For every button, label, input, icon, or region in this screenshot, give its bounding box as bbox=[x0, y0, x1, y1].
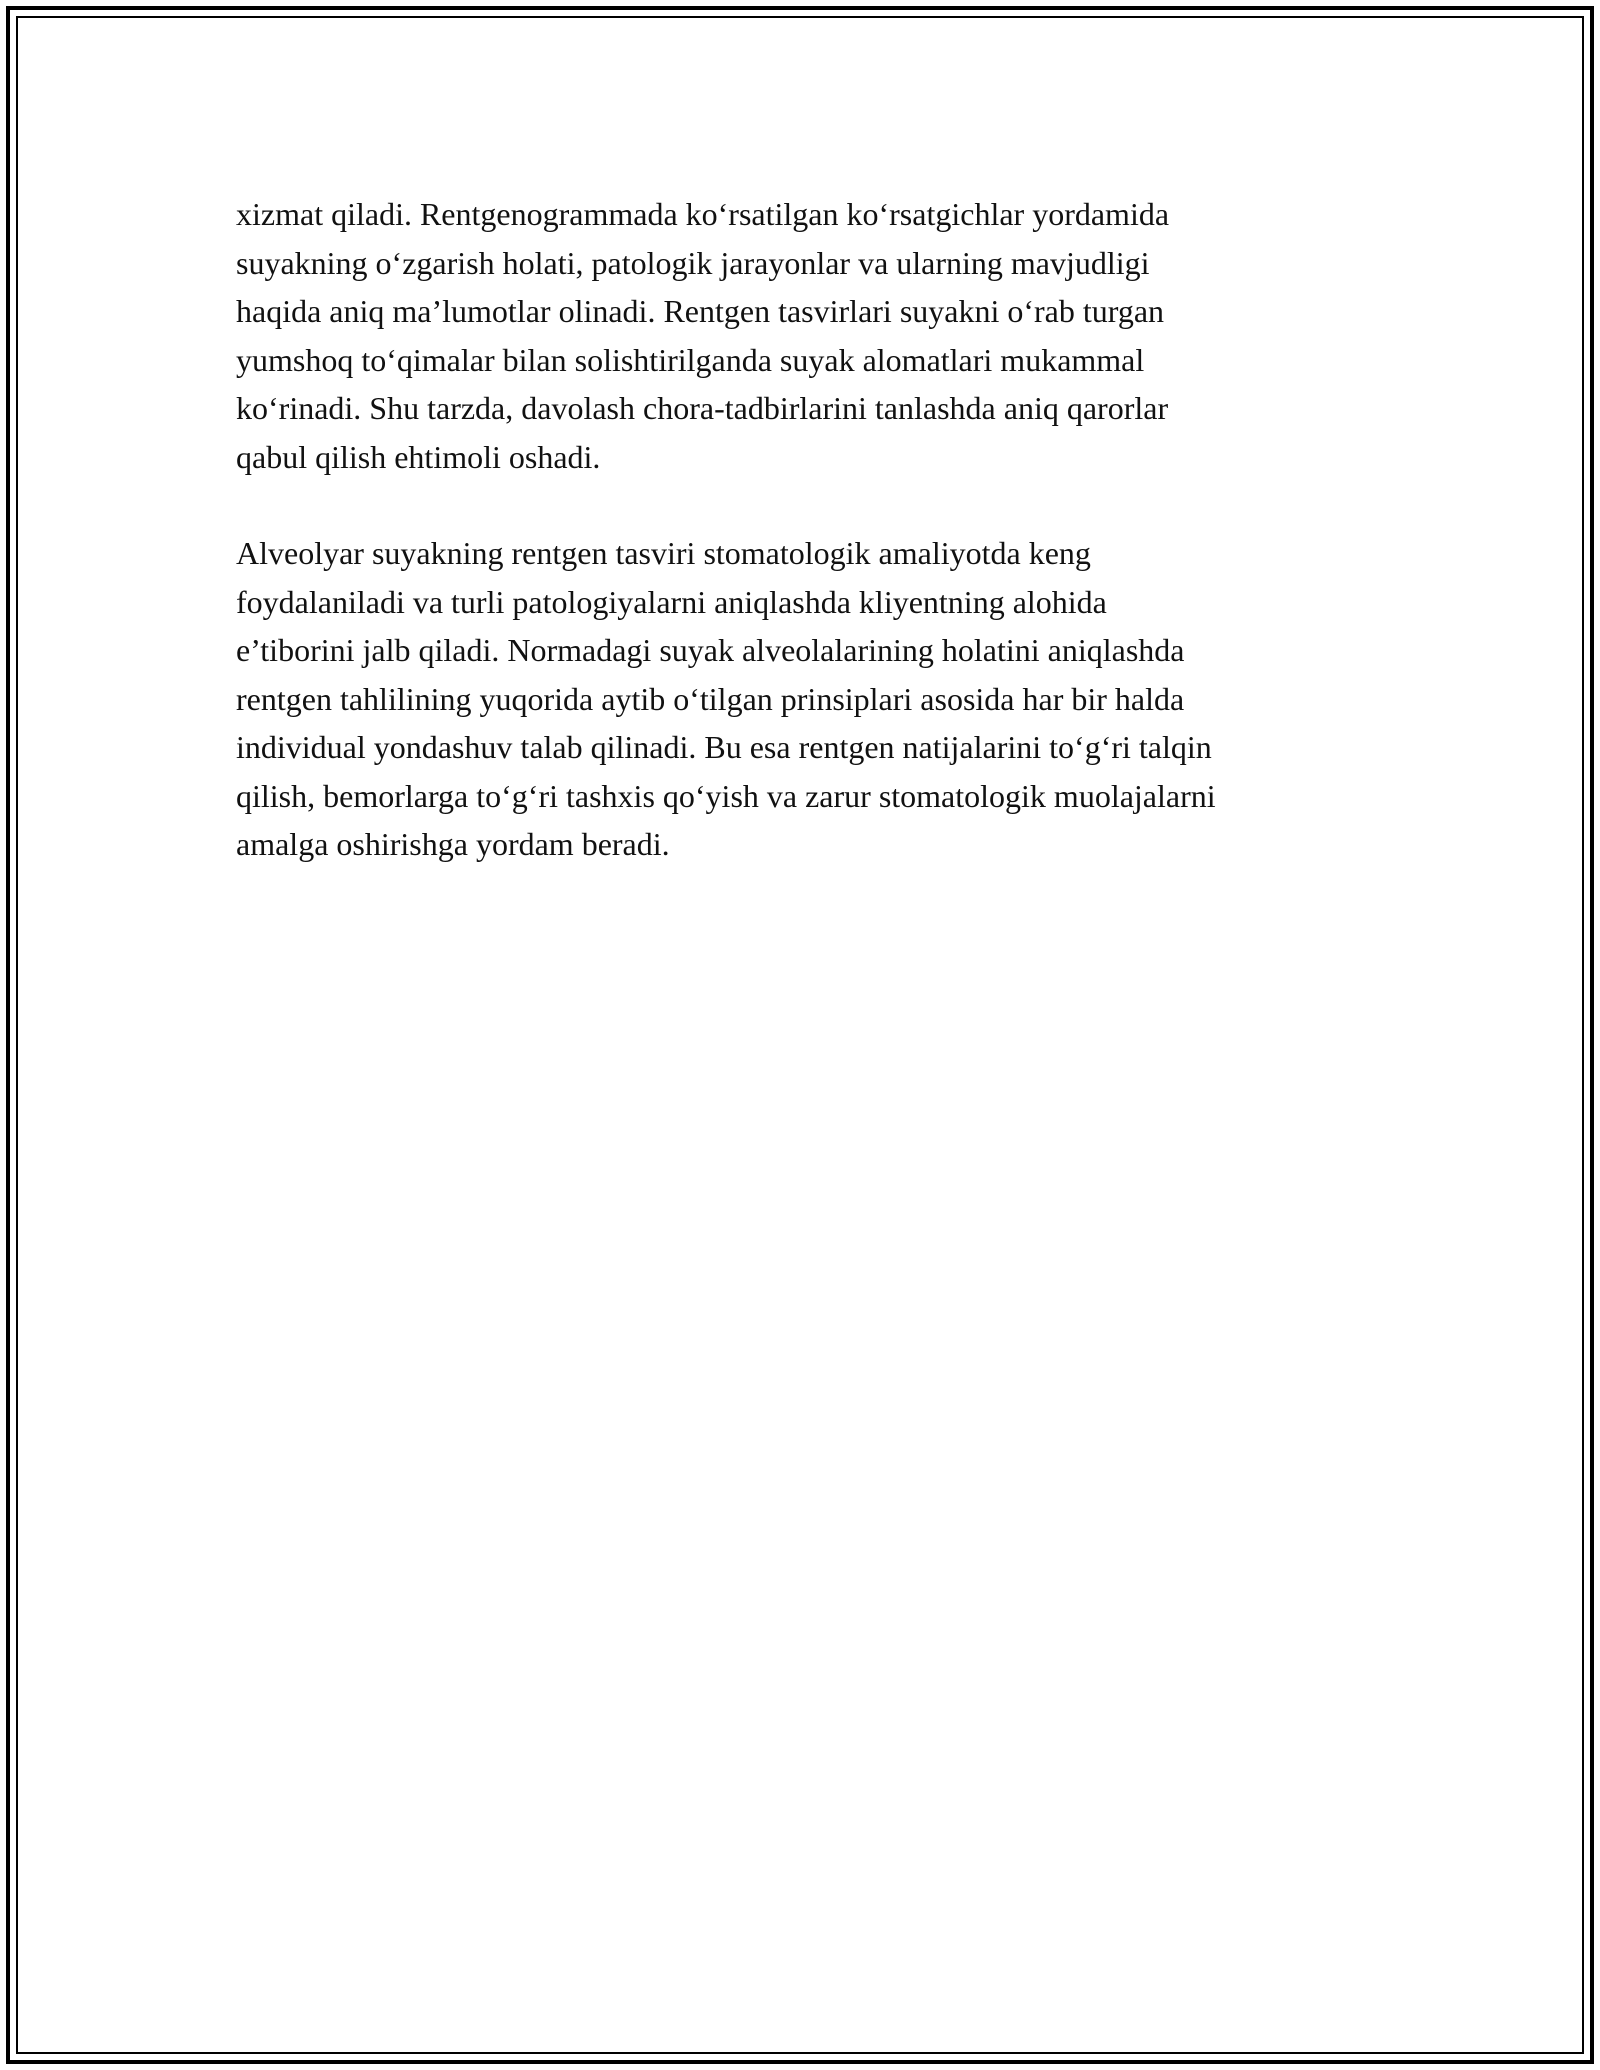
document-body bbox=[236, 190, 1366, 869]
text-line: ko‘rinadi. Shu tarzda, davolash chora-tadbirlarini tanlashda aniq qarorlar bbox=[236, 390, 1169, 426]
text-line: Alveolyar suyakning rentgen tasviri stomatologik amaliyotda keng bbox=[236, 535, 1091, 571]
text-line: yumshoq to‘qimalar bilan solishtirilganda suyak alomatlari mukammal bbox=[236, 341, 1145, 378]
text-line: qabul qilish ehtimoli oshadi. bbox=[236, 438, 601, 475]
text-line: e’tiborini jalb qiladi. Normadagi suyak alveolalarining holatini aniqlashda bbox=[236, 632, 1185, 668]
text-line: suyakning o‘zgarish holati, patologik jarayonlar va ularning mavjudligi bbox=[236, 244, 1150, 281]
paragraph-2 bbox=[236, 529, 1366, 869]
text-line: qilish, bemorlarga to‘g‘ri tashxis qo‘yish va zarur stomatologik muolajalarni bbox=[236, 777, 1216, 814]
text-line: foydalaniladi va turli patologiyalarni aniqlashda kliyentning alohida bbox=[236, 583, 1107, 620]
text-line: rentgen tahlilining yuqorida aytib o‘tilgan prinsiplari asosida har bir halda bbox=[236, 680, 1185, 717]
text-line: amalga oshirishga yordam beradi. bbox=[236, 826, 670, 862]
text-line: haqida aniq ma’lumotlar olinadi. Rentgen tasvirlari suyakni o‘rab turgan bbox=[236, 293, 1165, 329]
text-line: individual yondashuv talab qilinadi. Bu esa rentgen natijalarini to‘g‘ri talqin bbox=[236, 729, 1212, 765]
text-line: xizmat qiladi. Rentgenogrammada ko‘rsatilgan ko‘rsatgichlar yordamida bbox=[236, 196, 1170, 232]
paragraph-1 bbox=[236, 190, 1366, 481]
